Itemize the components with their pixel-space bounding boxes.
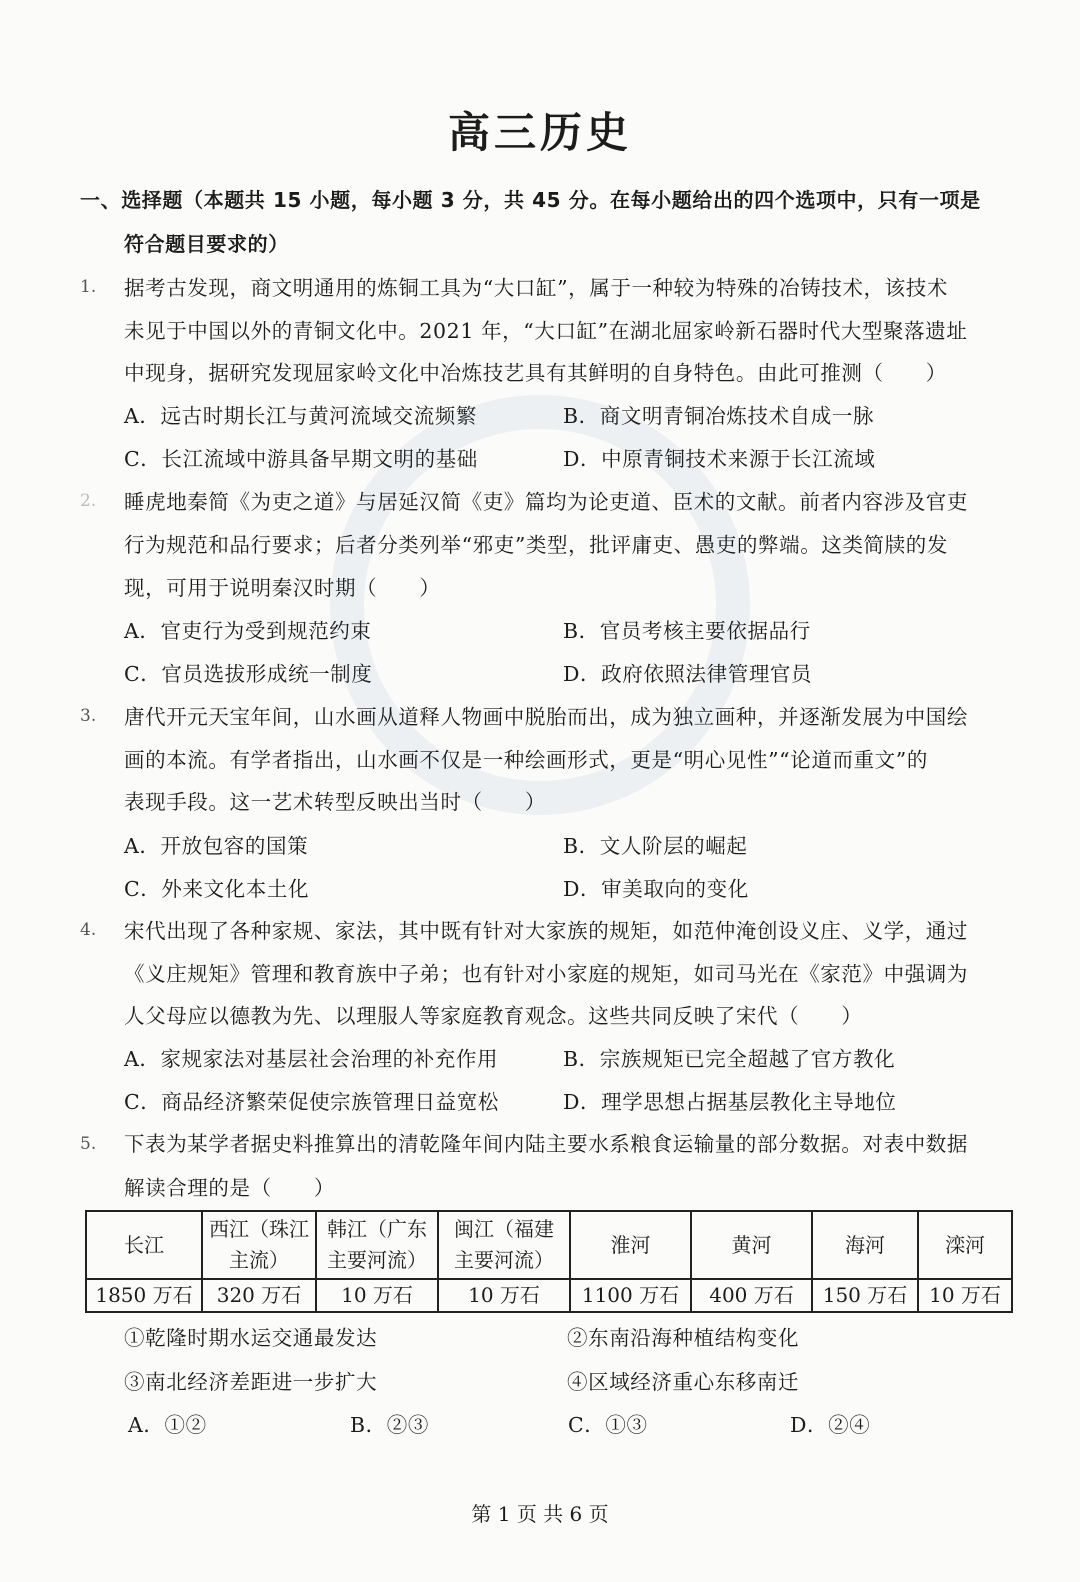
option: B．宗族规矩已完全超越了官方教化: [563, 1047, 896, 1071]
question-stem: 现，可用于说明秦汉时期（ ）: [124, 576, 441, 600]
question-stem: 人父母应以德教为先、以理服人等家庭教育观念。这些共同反映了宋代（ ）: [124, 1004, 863, 1028]
question-stem: 宋代出现了各种家规、家法，其中既有针对大家族的规矩，如范仲淹创设义庄、义学，通过: [124, 919, 968, 943]
option: C．外来文化本土化: [124, 877, 310, 901]
option: D．中原青铜技术来源于长江流域: [563, 447, 876, 471]
table-cell: 1850 万石: [86, 1279, 202, 1312]
option: A．官吏行为受到规范约束: [124, 619, 372, 643]
option: B．②③: [350, 1413, 429, 1437]
statement: ②东南沿海种植结构变化: [567, 1326, 800, 1350]
option: B．文人阶层的崛起: [563, 834, 748, 858]
table-header-cell: 闽江（福建主要河流）: [438, 1211, 570, 1279]
table-header-cell: 淮河: [570, 1211, 691, 1279]
option: A．开放包容的国策: [124, 834, 309, 858]
table-cell: 10 万石: [918, 1279, 1012, 1312]
question-stem: 睡虎地秦简《为吏之道》与居延汉简《吏》篇均为论吏道、臣术的文献。前者内容涉及官吏: [124, 490, 968, 514]
option: C．商品经济繁荣促使宗族管理日益宽松: [124, 1090, 499, 1114]
table-cell: 150 万石: [812, 1279, 918, 1312]
question-stem: 解读合理的是（ ）: [124, 1176, 335, 1200]
page-footer: 第 1 页 共 6 页: [471, 1502, 609, 1526]
table-header-cell: 黄河: [691, 1211, 812, 1279]
question-stem: 唐代开元天宝年间，山水画从道释人物画中脱胎而出，成为独立画种，并逐渐发展为中国绘: [124, 705, 968, 729]
option: D．理学思想占据基层教化主导地位: [563, 1090, 897, 1114]
question-number: 1.: [80, 277, 97, 297]
question-number: 5.: [80, 1134, 97, 1154]
table-cell: 400 万石: [691, 1279, 812, 1312]
option: B．官员考核主要依据品行: [563, 619, 811, 643]
option: A．①②: [128, 1413, 207, 1437]
table-cell: 10 万石: [438, 1279, 570, 1312]
table-header-cell: 滦河: [918, 1211, 1012, 1279]
question-stem: 《义庄规矩》管理和教育族中子弟；也有针对小家庭的规矩，如司马光在《家范》中强调为: [124, 962, 968, 986]
statement: ③南北经济差距进一步扩大: [124, 1370, 378, 1394]
table-header-cell: 西江（珠江主流）: [202, 1211, 316, 1279]
table-header-row: [86, 1211, 1012, 1279]
table-row: [86, 1279, 1012, 1312]
question-stem: 行为规范和品行要求；后者分类列举“邪吏”类型，批评庸吏、愚吏的弊端。这类简牍的发: [124, 533, 948, 557]
section-heading: 一、选择题（本题共 15 小题，每小题 3 分，共 45 分。在每小题给出的四个选项中，只有一项是: [80, 188, 981, 212]
table-cell: 10 万石: [316, 1279, 438, 1312]
question-stem: 中现身，据研究发现屈家岭文化中冶炼技艺具有其鲜明的自身特色。由此可推测（ ）: [124, 361, 947, 385]
question-number: 2.: [80, 491, 97, 511]
option: D．②④: [790, 1413, 871, 1437]
section-heading-cont: 符合题目要求的）: [124, 232, 289, 256]
option: A．远古时期长江与黄河流域交流频繁: [124, 404, 478, 428]
option: D．审美取向的变化: [563, 877, 749, 901]
option: A．家规家法对基层社会治理的补充作用: [124, 1047, 499, 1071]
question-number: 4.: [80, 920, 97, 940]
question-stem: 表现手段。这一艺术转型反映出当时（ ）: [124, 790, 546, 814]
option: B．商文明青铜冶炼技术自成一脉: [563, 404, 875, 428]
table-cell: 1100 万石: [570, 1279, 691, 1312]
table-cell: 320 万石: [202, 1279, 316, 1312]
table-header-cell: 韩江（广东主要河流）: [316, 1211, 438, 1279]
statement: ④区域经济重心东移南迁: [567, 1370, 800, 1394]
option: C．官员选拔形成统一制度: [124, 662, 373, 686]
grain-transport-table: [85, 1210, 1013, 1313]
page-title: 高三历史: [447, 108, 632, 157]
option: D．政府依照法律管理官员: [563, 662, 813, 686]
statement: ①乾隆时期水运交通最发达: [124, 1326, 378, 1350]
table-header-cell: 海河: [812, 1211, 918, 1279]
option: C．长江流域中游具备早期文明的基础: [124, 447, 478, 471]
table-header-cell: 长江: [86, 1211, 202, 1279]
option: C．①③: [568, 1413, 648, 1437]
question-stem: 据考古发现，商文明通用的炼铜工具为“大口缸”，属于一种较为特殊的冶铸技术，该技术: [124, 276, 948, 300]
question-stem: 下表为某学者据史料推算出的清乾隆年间内陆主要水系粮食运输量的部分数据。对表中数据: [124, 1132, 968, 1156]
question-stem: 未见于中国以外的青铜文化中。2021 年，“大口缸”在湖北屈家岭新石器时代大型聚落遗址: [124, 319, 968, 343]
question-number: 3.: [80, 706, 97, 726]
question-stem: 画的本流。有学者指出，山水画不仅是一种绘画形式，更是“明心见性”“论道而重文”的: [124, 748, 928, 772]
